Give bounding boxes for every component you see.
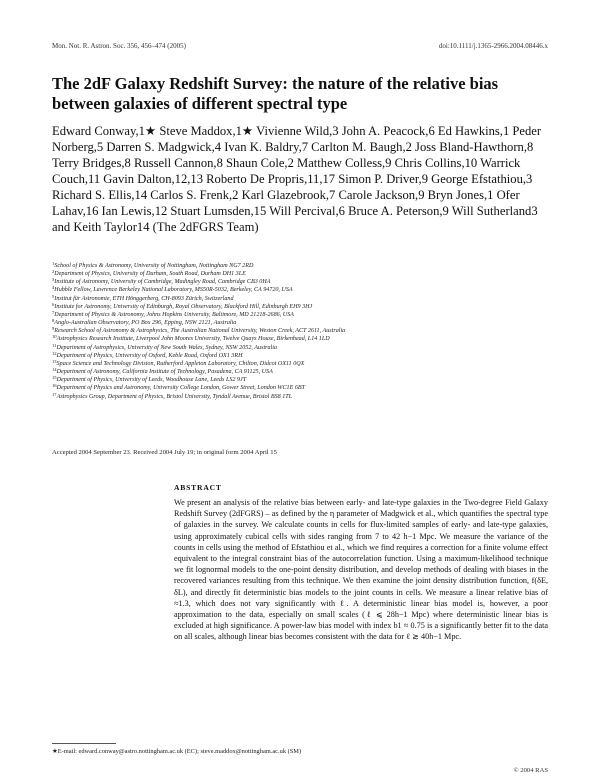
affiliation-text: Hubble Fellow, Lawrence Berkeley National Laboratory, MS50R-5032, Berkeley, CA 94720, USA xyxy=(54,287,293,294)
affiliation-item xyxy=(52,335,562,343)
affiliation-item xyxy=(52,278,562,286)
affiliation-number: 9 xyxy=(52,326,55,332)
paper-title: The 2dF Galaxy Redshift Survey: the nature of the relative bias between galaxies of different spectral type xyxy=(52,74,499,113)
author-list: Edward Conway,1★ Steve Maddox,1★ Vivienne Wild,3 John A. Peacock,6 Ed Hawkins,1 Peder Norberg,5 Darren S. Madgwick,4 Ivan K. Baldry,7 Carlton M. Baugh,2 Joss Bland-Hawthorn,8 Terry Bridges,8 Russell Cannon,8 Shaun Cole,2 Matthew Colless,9 Chris Collins,10 Warrick Couch,11 Gavin Dalton,12,13 Roberto De Propris,11,17 Simon P. Driver,9 George Efstathiou,3 Richard S. Ellis,14 Carlos S. Frenk,2 Karl Glazebrook,7 Carole Jackson,9 Bryn Jones,1 Ofer Lahav,16 Ian Lewis,12 Stuart Lumsden,15 Will Percival,6 Bruce A. Peterson,9 Will Sutherland3 and Keith Taylor14 (The 2dFGRS Team) xyxy=(52,124,542,234)
affiliation-number: 6 xyxy=(52,301,55,307)
affiliation-number: 12 xyxy=(52,350,57,356)
affiliation-number: 15 xyxy=(52,375,57,381)
affiliation-text: Department of Physics, University of Oxford, Keble Road, Oxford OX1 3RH xyxy=(56,352,243,359)
affiliation-text: Department of Astronomy, California Institute of Technology, Pasadena, CA 91125, USA xyxy=(56,369,273,376)
affiliation-number: 5 xyxy=(52,293,55,299)
affiliation-text: Department of Physics & Astronomy, Johns Hopkins University, Baltimore, MD 21218-2686, USA xyxy=(54,311,294,318)
footnote: ★E-mail: edward.conway@astro.nottingham.ac.uk (EC); steve.maddox@nottingham.ac.uk (SM) xyxy=(52,748,302,755)
affiliation-item xyxy=(52,327,562,335)
affiliation-text: Astrophysics Research Institute, Liverpool John Moores University, Twelve Quays House, Birkenhead, L14 1LD xyxy=(56,336,330,343)
affiliation-number: 14 xyxy=(52,367,57,373)
abstract-section xyxy=(174,483,548,643)
submission-dates: Accepted 2004 September 23. Received 2004 July 19; in original form 2004 April 15 xyxy=(52,449,277,456)
affiliation-item xyxy=(52,360,562,368)
affiliation-item xyxy=(52,286,562,294)
affiliation-number: 17 xyxy=(52,391,57,397)
affiliation-text: Institut für Astronomie, ETH Hönggerberg, CH-8093 Zürich, Switzerland xyxy=(54,295,234,302)
affiliation-text: Anglo-Australian Observatory, PO Box 296, Epping, NSW 2121, Australia xyxy=(54,320,237,327)
affiliation-number: 10 xyxy=(52,334,57,340)
affiliation-item xyxy=(52,319,562,327)
affiliation-item xyxy=(52,352,562,360)
affiliation-number: 3 xyxy=(52,277,55,283)
affiliation-text: Institute for Astronomy, University of Edinburgh, Royal Observatory, Blackford Hill, Edinburgh EH9 3HJ xyxy=(54,303,313,310)
affiliation-number: 4 xyxy=(52,285,55,291)
footnote-divider xyxy=(52,743,116,744)
affiliation-text: Department of Physics, University of Durham, South Road, Durham DH1 3LE xyxy=(54,271,246,278)
affiliation-item xyxy=(52,376,562,384)
affiliation-number: 13 xyxy=(52,358,57,364)
affiliation-item xyxy=(52,393,562,401)
affiliation-item xyxy=(52,262,562,270)
affiliation-text: School of Physics & Astronomy, University of Nottingham, Nottingham NG7 2RD xyxy=(54,263,254,269)
affiliation-text: Astrophysics Group, Department of Physics, Bristol University, Tyndall Avenue, Bristol BS8 1TL xyxy=(56,393,293,400)
journal-citation: Mon. Not. R. Astron. Soc. 356, 456–474 (2005) xyxy=(52,42,186,50)
affiliation-text: Department of Physics, University of Leeds, Woodhouse Lane, Leeds LS2 9JT xyxy=(56,377,247,384)
affiliation-number: 1 xyxy=(52,261,55,266)
affiliation-text: Institute of Astronomy, University of Cambridge, Madingley Road, Cambridge CB3 0HA xyxy=(54,279,271,286)
affiliation-text: Space Science and Technology Division, Rutherford Appleton Laboratory, Chilton, Didcot OX11 0QX xyxy=(56,360,305,367)
abstract-body: We present an analysis of the relative bias between early- and late-type galaxies in the Two-degree Field Galaxy Redshift Survey (2dFGRS) – as defined by the η parameter of Madgwick et al., which quantifies the spectral type of galaxies in the survey. We calculate counts in cells for flux-limited samples of early- and late-type galaxies, using approximately cubical cells with sides ranging from 7 to 42 h−1 Mpc. We measure the variance of the counts in cells using the method of Efstathiou et al., which we find requires a correction for a finite volume effect equivalent to the integral constraint bias of the autocorrelation function. Using a maximum-likelihood technique we fit lognormal models to the one-point density distribution, and develop methods of dealing with biases in the recovered variances resulting from this technique. We then examine the joint density distribution function, f(δE, δL), and directly fit deterministic bias models to the joint counts in cells. We measure a linear relative bias of ≈1.3, which does not vary significantly with ℓ. A deterministic linear bias model is, however, a poor approximation to the data, especially on small scales (ℓ ⩽ 28h−1 Mpc) where deterministic linear bias is excluded at high significance. A power-law bias model with index b1 ≈ 0.75 is a significantly better fit to the data on all scales, although linear bias becomes consistent with the data for ℓ ≳ 40h−1 Mpc. xyxy=(174,498,548,642)
affiliation-number: 8 xyxy=(52,318,55,324)
doi: doi:10.1111/j.1365-2966.2004.08446.x xyxy=(438,42,548,50)
affiliation-item xyxy=(52,368,562,376)
affiliation-text: Department of Astrophysics, University of New South Wales, Sydney, NSW 2052, Australia xyxy=(56,344,277,351)
affiliation-text: Research School of Astronomy & Astrophysics, The Australian National University, Weston Creek, ACT 2611, Australia xyxy=(54,328,346,335)
affiliation-item xyxy=(52,311,562,319)
affiliation-number: 11 xyxy=(52,342,57,348)
affiliation-item xyxy=(52,384,562,392)
affiliation-list xyxy=(52,262,562,401)
affiliation-number: 16 xyxy=(52,383,57,389)
affiliation-text: Department of Physics and Astronomy, University College London, Gower Street, London WC1E 6BT xyxy=(56,385,306,392)
copyright: © 2004 RAS xyxy=(513,767,548,774)
affiliation-item xyxy=(52,270,562,278)
affiliation-number: 7 xyxy=(52,309,55,315)
affiliation-item xyxy=(52,303,562,311)
affiliation-item xyxy=(52,295,562,303)
affiliation-item xyxy=(52,344,562,352)
affiliation-number: 2 xyxy=(52,269,55,275)
abstract-heading: ABSTRACT xyxy=(174,483,222,492)
